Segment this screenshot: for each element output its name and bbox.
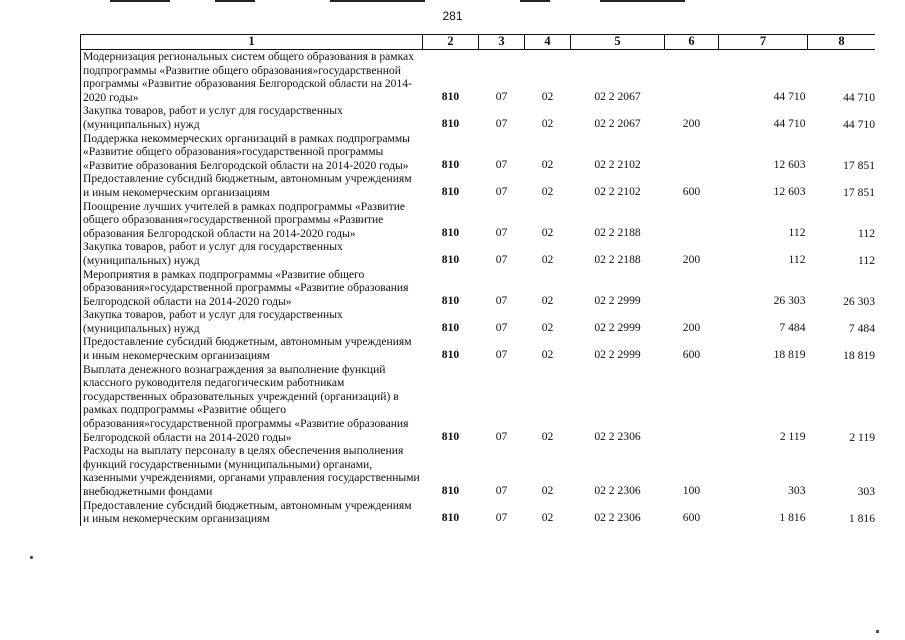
cell-c6: [665, 200, 719, 241]
cell-c5: 02 2 2306: [594, 429, 641, 443]
page-number: 281: [442, 9, 463, 23]
cell-c2: 810: [441, 511, 460, 525]
cell-col-8: [808, 172, 876, 199]
scan-corner-mark: [876, 630, 879, 633]
cell-col-8: [808, 363, 876, 445]
header-row: [81, 35, 876, 50]
cell-c3: 07: [495, 184, 508, 198]
cell-c4: 02: [541, 511, 554, 525]
cell-c2: 810: [441, 293, 460, 307]
cell-c5: 02 2 2067: [594, 116, 641, 130]
cell-c5: 02 2 2102: [594, 157, 641, 171]
cell-c7: 112: [788, 225, 806, 239]
header-col-6: 6: [665, 35, 719, 50]
cell-value: 17 851: [843, 185, 875, 199]
cell-c2: 810: [441, 348, 460, 362]
cell-c5: 02 2 2999: [594, 348, 641, 362]
cell-c7: 18 819: [773, 348, 806, 362]
cell-col-8: [808, 444, 876, 498]
cell-c7: 44 710: [773, 116, 806, 130]
cell-c7: 12 603: [773, 157, 806, 171]
cell-col-8: [808, 200, 876, 241]
cell-c6: [665, 50, 719, 105]
cell-c4: 02: [541, 252, 554, 266]
cell-c6: 600: [682, 511, 701, 525]
cell-c7: 2 119: [779, 429, 806, 443]
cell-description: Расходы на выплату персоналу в целях обеспечения выполнения функций государственными (муниципальными) органами, казенными учреждениями, органами управления государственными внебюджетными фондами: [81, 444, 423, 498]
cell-c4: 02: [541, 116, 554, 130]
cell-col-8: [808, 132, 876, 173]
table-row: [81, 444, 876, 498]
top-edge-marks: [0, 0, 905, 4]
cell-description: Поддержка некоммерческих организаций в рамках подпрограммы «Развитие общего образования»государственной программы «Развитие образования Белгородской области на 2014-2020 годы»: [81, 132, 423, 173]
cell-c4: 02: [541, 184, 554, 198]
cell-c7: 7 484: [779, 320, 806, 334]
cell-c4: 02: [541, 89, 554, 103]
cell-c3: 07: [495, 116, 508, 130]
cell-c3: 07: [495, 348, 508, 362]
cell-description: Предоставление субсидий бюджетным, автономным учреждениям и иным некомерческим организациям: [81, 172, 423, 199]
table-row: [81, 200, 876, 241]
cell-c2: 810: [441, 225, 460, 239]
cell-col-8: [808, 240, 876, 267]
cell-c7: 12 603: [773, 184, 806, 198]
cell-description: Мероприятия в рамках подпрограммы «Развитие общего образования»государственной программы «Развитие образования Белгородской области на 2014-2020 годы»: [81, 268, 423, 309]
cell-c4: 02: [541, 348, 554, 362]
cell-c4: 02: [541, 293, 554, 307]
cell-c3: 07: [495, 320, 508, 334]
cell-c4: 02: [541, 484, 554, 497]
table-row: [81, 268, 876, 309]
cell-c2: 810: [441, 429, 460, 443]
cell-c6: 600: [682, 184, 701, 198]
cell-col-8: [808, 335, 876, 362]
cell-c6: 100: [682, 484, 701, 497]
table-row: [81, 132, 876, 173]
cell-c2: 810: [441, 157, 460, 171]
cell-description: Закупка товаров, работ и услуг для государственных (муниципальных) нужд: [81, 104, 423, 131]
cell-c6: 200: [682, 320, 701, 334]
cell-value: 26 303: [843, 294, 875, 308]
cell-c3: 07: [495, 89, 508, 103]
cell-c3: 07: [495, 511, 508, 525]
cell-description: Закупка товаров, работ и услуг для государственных (муниципальных) нужд: [81, 240, 423, 267]
table-row: [81, 50, 876, 105]
cell-value: 44 710: [843, 90, 875, 104]
cell-c3: 07: [495, 252, 508, 266]
cell-value: 1 816: [848, 512, 875, 526]
header-col-4: 4: [525, 35, 571, 50]
cell-c5: 02 2 2188: [594, 225, 641, 239]
cell-c2: 810: [441, 320, 460, 334]
cell-value: 17 851: [843, 158, 875, 172]
cell-col-8: [808, 50, 876, 105]
cell-c3: 07: [495, 225, 508, 239]
cell-c2: 810: [441, 484, 460, 497]
cell-c4: 02: [541, 225, 554, 239]
cell-col-8: [808, 499, 876, 526]
table-row: [81, 172, 876, 199]
cell-c5: 02 2 2306: [594, 484, 641, 497]
cell-description: Поощрение лучших учителей в рамках подпрограммы «Развитие общего образования»государственной программы «Развитие образования Белгородской области на 2014-2020 годы»: [81, 200, 423, 241]
cell-c7: 303: [788, 484, 806, 497]
cell-c5: 02 2 2102: [594, 184, 641, 198]
cell-c4: 02: [541, 320, 554, 334]
cell-value: 303: [857, 485, 875, 498]
cell-c6: 200: [682, 116, 701, 130]
cell-c2: 810: [441, 252, 460, 266]
scan-speck: [30, 556, 33, 559]
header-col-8: 8: [808, 35, 876, 50]
cell-c6: 600: [682, 348, 701, 362]
cell-c2: 810: [441, 184, 460, 198]
cell-c7: 1 816: [779, 511, 806, 525]
cell-value: 7 484: [848, 321, 875, 335]
cell-c7: 44 710: [773, 89, 806, 103]
cell-description: Выплата денежного вознаграждения за выполнение функций классного руководителя педагогическим работникам государственных образовательных учреждений (организаций) в рамках подпрограммы «Развитие общего образования»государственной программы «Развитие образования Белгородской области на 2014-2020 годы»: [81, 363, 423, 445]
cell-value: 112: [858, 226, 875, 240]
cell-c5: 02 2 2999: [594, 320, 641, 334]
cell-c3: 07: [495, 157, 508, 171]
header-col-5: 5: [571, 35, 665, 50]
table-row: [81, 335, 876, 362]
cell-c2: 810: [441, 116, 460, 130]
cell-value: 2 119: [849, 430, 875, 444]
cell-description: Предоставление субсидий бюджетным, автономным учреждениям и иным некомерческим организациям: [81, 499, 423, 526]
cell-c3: 07: [495, 484, 508, 497]
cell-c3: 07: [495, 293, 508, 307]
table-row: [81, 104, 876, 131]
cell-value: 18 819: [843, 349, 875, 363]
cell-value: 44 710: [843, 117, 875, 131]
cell-c5: 02 2 2999: [594, 293, 641, 307]
cell-c4: 02: [541, 157, 554, 171]
cell-c5: 02 2 2067: [594, 89, 641, 103]
table-row: [81, 499, 876, 526]
cell-c5: 02 2 2188: [594, 252, 641, 266]
table-row: [81, 308, 876, 335]
header-col-2: 2: [423, 35, 479, 50]
header-col-3: 3: [479, 35, 525, 50]
cell-c7: 26 303: [773, 293, 806, 307]
table-row: [81, 240, 876, 267]
cell-c2: 810: [441, 89, 460, 103]
cell-col-8: [808, 308, 876, 335]
budget-table-container: [80, 34, 875, 640]
budget-table: [80, 34, 875, 526]
cell-c4: 02: [541, 429, 554, 443]
table-row: [81, 363, 876, 445]
cell-description: Предоставление субсидий бюджетным, автономным учреждениям и иным некомерческим организациям: [81, 335, 423, 362]
cell-c6: 200: [682, 252, 701, 266]
cell-c3: 07: [495, 429, 508, 443]
cell-c5: 02 2 2306: [594, 511, 641, 525]
cell-col-8: [808, 268, 876, 309]
cell-c6: [665, 132, 719, 173]
cell-value: 112: [858, 253, 875, 267]
cell-col-8: [808, 104, 876, 131]
table-body: [81, 50, 876, 526]
cell-c7: 112: [788, 252, 806, 266]
header-col-1: 1: [81, 35, 423, 50]
cell-description: Модернизация региональных систем общего образования в рамках подпрограммы «Развитие общего образования»государственной программы «Развитие образования Белгородской области на 2014-2020 годы»: [81, 50, 423, 105]
cell-c6: [665, 363, 719, 445]
header-col-7: 7: [719, 35, 808, 50]
cell-c6: [665, 268, 719, 309]
cell-description: Закупка товаров, работ и услуг для государственных (муниципальных) нужд: [81, 308, 423, 335]
